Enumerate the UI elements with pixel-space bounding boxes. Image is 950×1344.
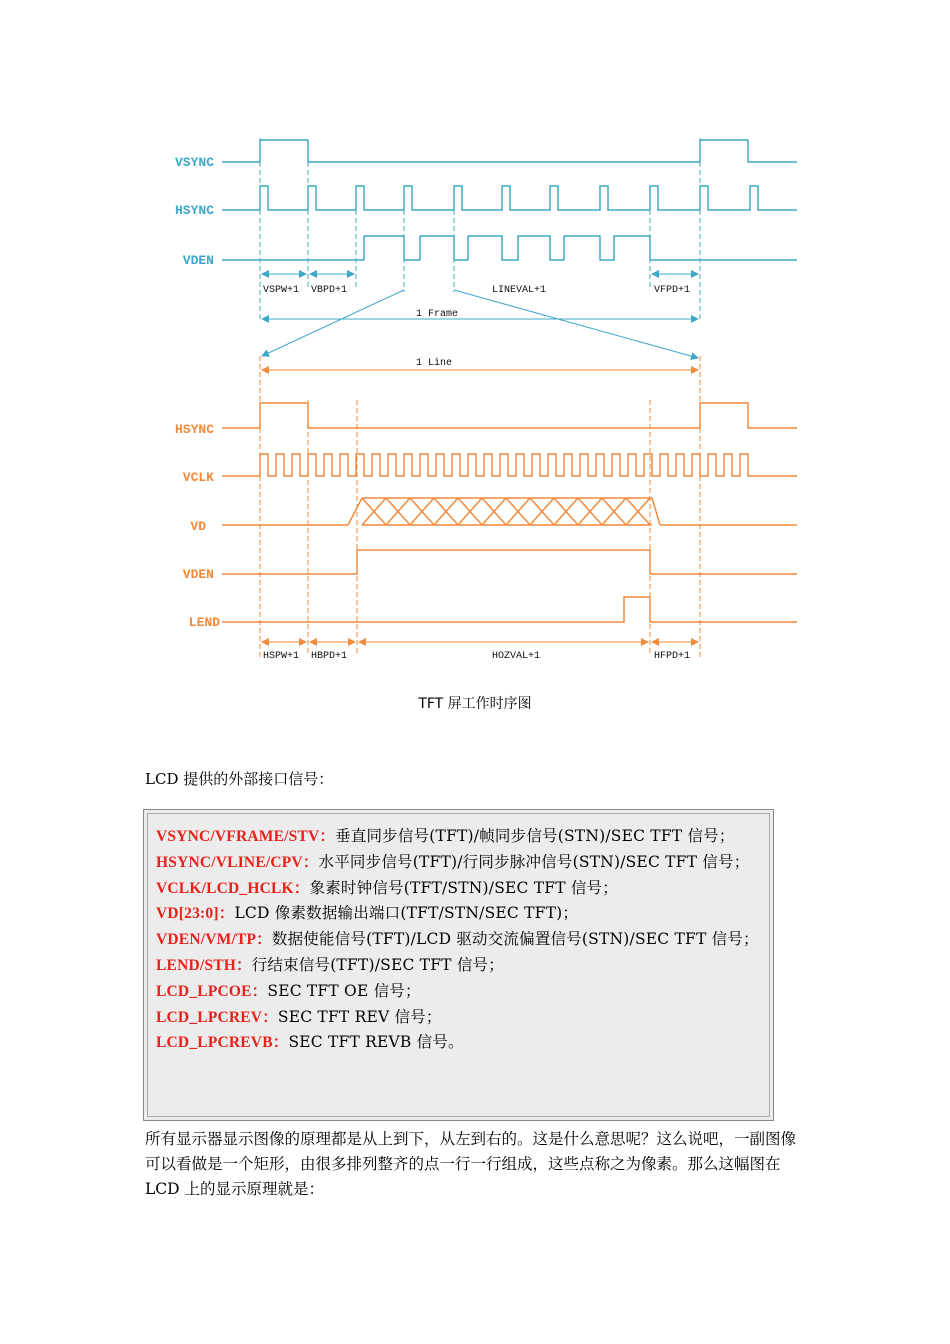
label-hsync-bottom: HSYNC — [174, 422, 214, 437]
signal-name: LCD_LPCOE： — [156, 982, 268, 1000]
signal-item — [156, 850, 761, 876]
signal-list-box — [143, 809, 774, 1121]
vsync-waveform — [222, 140, 797, 162]
signal-item — [156, 979, 761, 1005]
signal-desc: SEC TFT OE 信号； — [267, 981, 421, 1000]
top-interval-labels — [263, 285, 690, 320]
signal-name: VSYNC/VFRAME/STV： — [156, 828, 336, 845]
label-frame: 1 Frame — [416, 309, 459, 320]
signal-desc: 水平同步信号(TFT)/行同步脉冲信号(STN)/SEC TFT 信号； — [318, 852, 750, 871]
label-vclk: VCLK — [182, 470, 214, 485]
signal-item — [156, 901, 761, 927]
label-vden-bottom: VDEN — [182, 567, 214, 582]
signal-desc: 垂直同步信号(TFT)/帧同步信号(STN)/SEC TFT 信号； — [335, 827, 735, 845]
signal-desc: 数据使能信号(TFT)/LCD 驱动交流偏置信号(STN)/SEC TFT 信号； — [271, 930, 759, 949]
signal-name: LCD_LPCREV： — [156, 1008, 278, 1026]
vden-top-waveform — [222, 236, 797, 260]
signal-item — [156, 1005, 761, 1031]
vd-left-ramp — [348, 498, 362, 525]
zoom-right-line — [454, 290, 698, 358]
signal-desc: SEC TFT REVB 信号。 — [288, 1033, 464, 1052]
signal-desc: 行结束信号(TFT)/SEC TFT 信号； — [251, 955, 504, 974]
figure-caption: TFT 屏工作时序图 — [418, 696, 532, 712]
label-vsync: VSYNC — [174, 155, 214, 170]
label-vd: VD — [190, 519, 206, 534]
signal-name: HSYNC/VLINE/CPV： — [156, 853, 319, 871]
signal-desc: LCD 像素数据输出端口(TFT/STN/SEC TFT)； — [234, 904, 579, 923]
label-vbpd: VBPD+1 — [311, 285, 348, 296]
signal-name: VDEN/VM/TP： — [156, 931, 272, 949]
label-hfpd: HFPD+1 — [654, 651, 691, 662]
signal-name: VCLK/LCD_HCLK： — [156, 879, 310, 897]
label-hbpd: HBPD+1 — [311, 651, 348, 662]
signal-name: LEND/STH： — [156, 956, 252, 974]
signal-item — [156, 1030, 761, 1056]
label-vspw: VSPW+1 — [263, 285, 300, 296]
body-paragraph: 所有显示器显示图像的原理都是从上到下，从左到右的。这是什么意思呢？这么说吧，一副图像可以看做是一个矩形，由很多排列整齐的点一行一行组成，这些点称之为像素。那么这幅图在 LCD 上的显示原理就是： — [145, 1130, 797, 1198]
vd-data-crossings — [362, 498, 650, 525]
label-vden: VDEN — [182, 253, 214, 268]
zoom-left-line — [262, 290, 404, 356]
bottom-signal-labels — [175, 422, 220, 630]
signal-desc: SEC TFT REV 信号； — [277, 1007, 442, 1026]
signal-name: LCD_LPCREVB： — [156, 1034, 289, 1052]
label-hozval: HOZVAL+1 — [492, 651, 541, 662]
intro-text: LCD 提供的外部接口信号： — [145, 770, 334, 788]
label-vfpd: VFPD+1 — [654, 285, 691, 296]
label-lend: LEND — [188, 615, 220, 630]
signal-name: VD[23:0]： — [156, 905, 235, 923]
top-signal-labels — [175, 155, 214, 268]
label-lineval: LINEVAL+1 — [492, 285, 547, 296]
signal-list — [147, 813, 770, 1117]
label-line: 1 Line — [416, 358, 453, 369]
bottom-interval-labels — [263, 651, 690, 662]
label-hsync: HSYNC — [174, 203, 214, 218]
signal-item — [156, 927, 761, 953]
vd-right-ramp — [652, 498, 660, 525]
signal-desc: 象素时钟信号(TFT/STN)/SEC TFT 信号； — [309, 878, 618, 897]
signal-item — [156, 824, 761, 850]
signal-item — [156, 876, 761, 902]
signal-item — [156, 953, 761, 979]
label-hspw: HSPW+1 — [263, 651, 300, 662]
